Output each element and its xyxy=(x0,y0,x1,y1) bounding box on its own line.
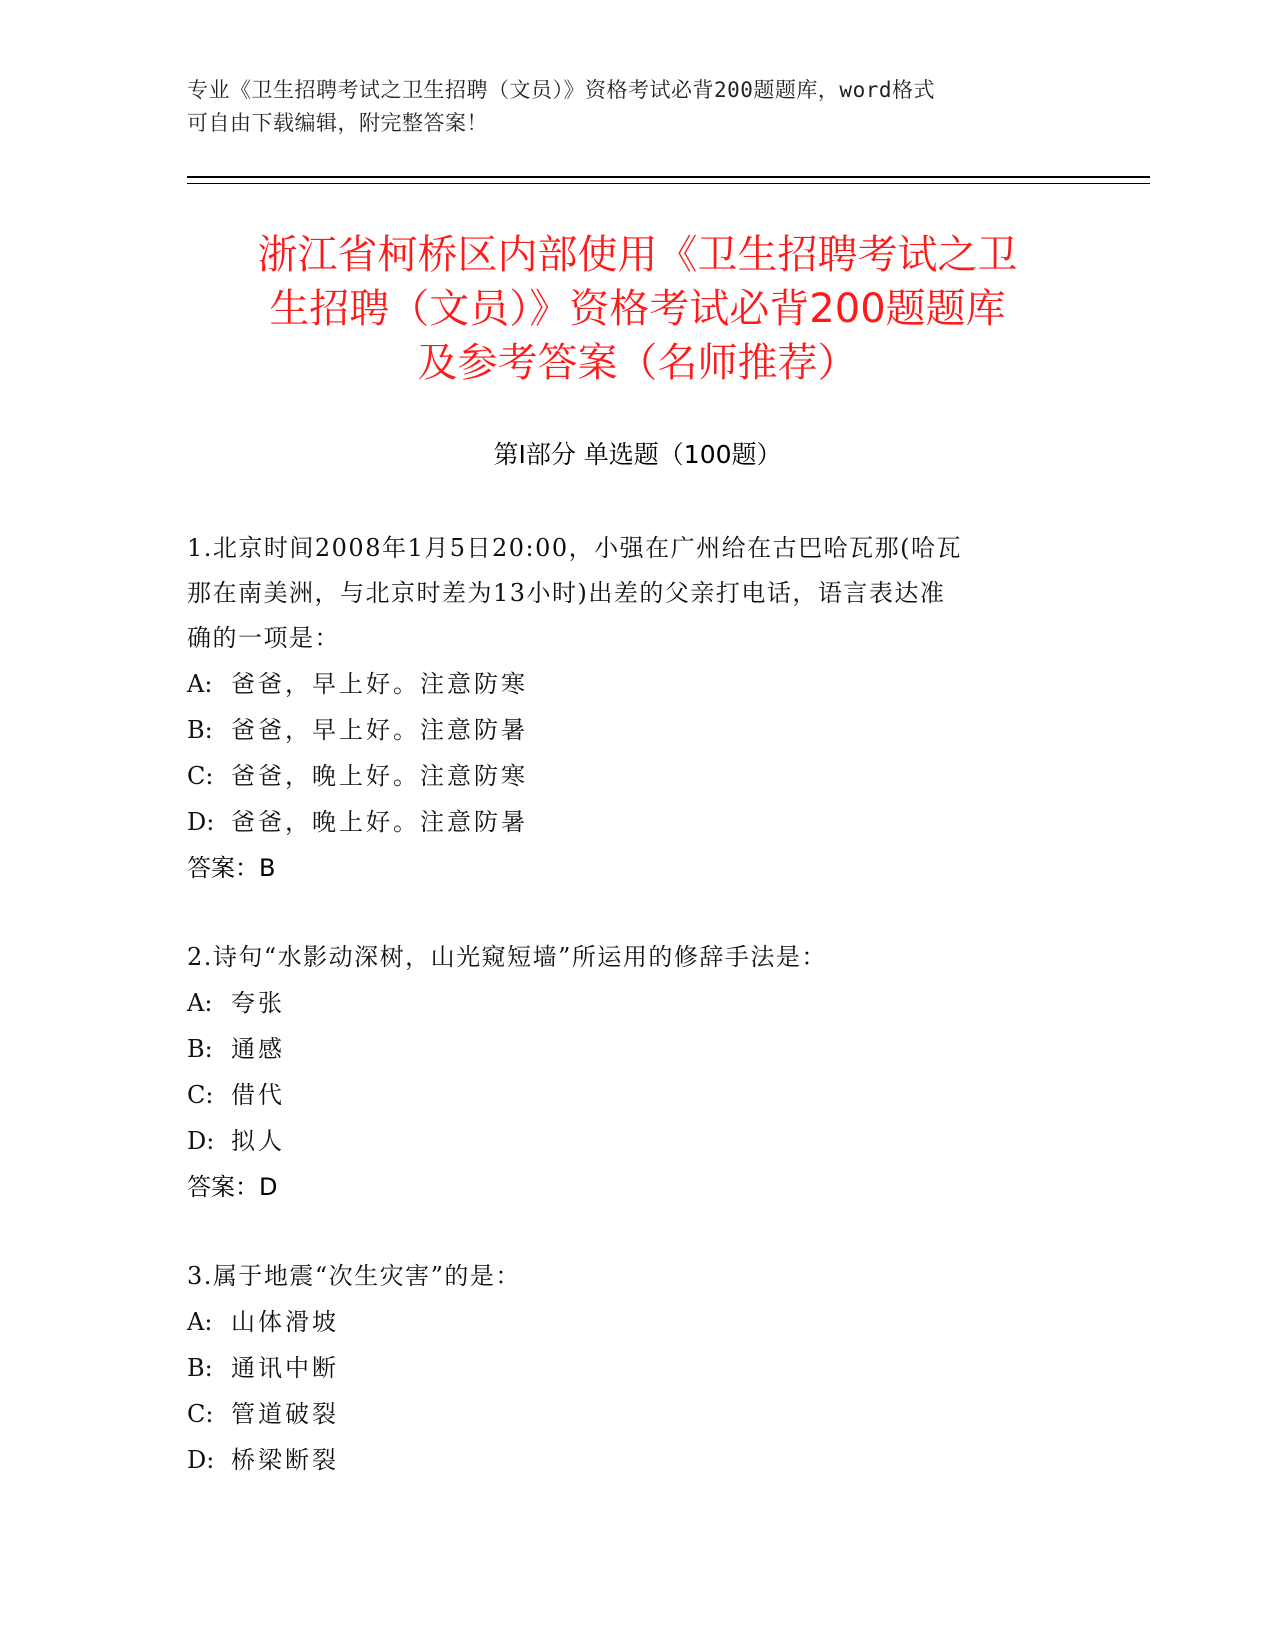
question-list xyxy=(187,526,1087,1527)
question-stem-line: 那在南美洲，与北京时差为13小时)出差的父亲打电话，语言表达准 xyxy=(187,579,946,607)
option-text: 管道破裂 xyxy=(231,1400,339,1428)
option-b xyxy=(187,1345,1087,1391)
answer-line: 答案：B xyxy=(187,854,276,882)
question-stem xyxy=(187,526,1087,661)
option-c xyxy=(187,753,1087,799)
option-text: 爸爸，晚上好。注意防寒 xyxy=(231,762,528,790)
option-text: 夸张 xyxy=(231,989,285,1017)
option-letter: B: xyxy=(187,1354,213,1382)
document-title-line-2: 生招聘（文员）》资格考试必背200题题库 xyxy=(269,286,1006,332)
option-letter: A: xyxy=(187,1308,213,1336)
option-letter: B: xyxy=(187,716,213,744)
option-letter: B: xyxy=(187,1035,213,1063)
question-stem xyxy=(187,935,1087,980)
option-d xyxy=(187,1437,1087,1483)
option-d xyxy=(187,1118,1087,1164)
option-text: 山体滑坡 xyxy=(231,1308,339,1336)
option-letter: C: xyxy=(187,1400,214,1428)
question-stem xyxy=(187,1254,1087,1299)
question-stem-line: 确的一项是： xyxy=(187,624,340,652)
option-text: 爸爸，晚上好。注意防暑 xyxy=(231,808,528,836)
answer-line: 答案：D xyxy=(187,1173,278,1201)
question-1 xyxy=(187,526,1087,891)
header-note xyxy=(187,74,1067,140)
question-stem-line: 3.属于地震“次生灾害”的是： xyxy=(187,1262,521,1290)
option-letter: A: xyxy=(187,670,213,698)
header-note-line-2: 可自由下载编辑，附完整答案！ xyxy=(187,111,488,135)
question-stem-line: 2.诗句“水影动深树，山光窥短墙”所运用的修辞手法是： xyxy=(187,943,827,971)
option-text: 拟人 xyxy=(231,1127,285,1155)
option-a xyxy=(187,661,1087,707)
option-b xyxy=(187,1026,1087,1072)
document-title-line-1: 浙江省柯桥区内部使用《卫生招聘考试之卫 xyxy=(257,232,1018,278)
document-title-line-3: 及参考答案（名师推荐） xyxy=(417,340,858,386)
option-letter: D: xyxy=(187,1446,215,1474)
option-a xyxy=(187,1299,1087,1345)
option-letter: C: xyxy=(187,762,214,790)
option-letter: C: xyxy=(187,1081,214,1109)
document-title xyxy=(150,228,1125,390)
option-letter: D: xyxy=(187,808,215,836)
option-b xyxy=(187,707,1087,753)
question-3 xyxy=(187,1254,1087,1483)
header-note-line-1: 专业《卫生招聘考试之卫生招聘（文员）》资格考试必背200题题库，word格式 xyxy=(187,78,935,102)
option-text: 借代 xyxy=(231,1081,285,1109)
option-letter: D: xyxy=(187,1127,215,1155)
option-text: 桥梁断裂 xyxy=(231,1446,339,1474)
question-stem-line: 1.北京时间2008年1月5日20:00，小强在广州给在古巴哈瓦那(哈瓦 xyxy=(187,534,963,562)
section-title: 第Ⅰ部分 单选题（100题） xyxy=(493,440,782,469)
question-2 xyxy=(187,935,1087,1210)
option-d xyxy=(187,799,1087,845)
option-text: 通讯中断 xyxy=(231,1354,339,1382)
option-c xyxy=(187,1391,1087,1437)
option-letter: A: xyxy=(187,989,213,1017)
option-text: 爸爸，早上好。注意防寒 xyxy=(231,670,528,698)
header-divider-thick xyxy=(187,176,1150,178)
header-divider-thin xyxy=(187,183,1150,184)
option-text: 爸爸，早上好。注意防暑 xyxy=(231,716,528,744)
option-a xyxy=(187,980,1087,1026)
option-text: 通感 xyxy=(231,1035,285,1063)
option-c xyxy=(187,1072,1087,1118)
